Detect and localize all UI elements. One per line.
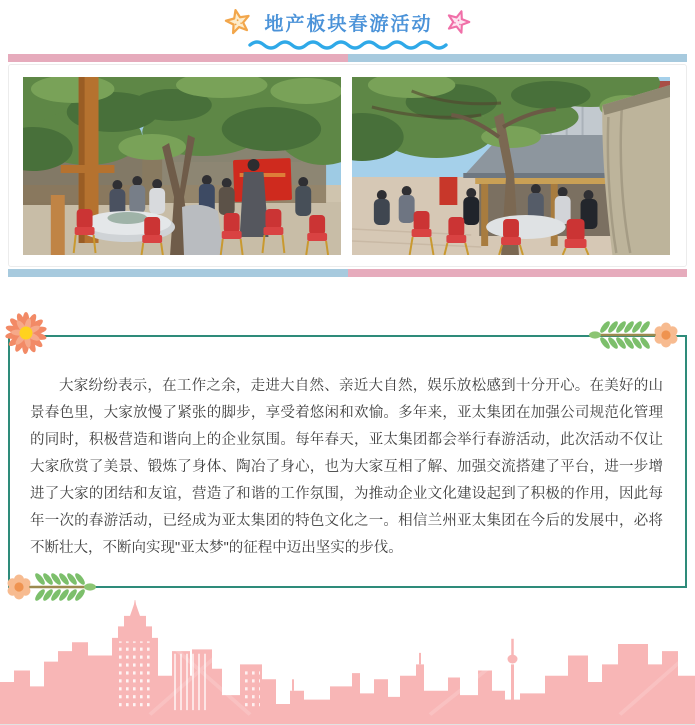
photo-right-illustration — [352, 77, 670, 255]
fern-branch-flower-icon — [6, 568, 96, 606]
photo-gallery-card — [8, 64, 687, 267]
divider-bar-bottom — [8, 269, 687, 277]
article-body-section — [8, 335, 687, 588]
article-paragraph: 大家纷纷表示，在工作之余，走进大自然、亲近大自然，娱乐放松感到十分开心。在美好的山景春色里，大家放慢了紧张的脚步，享受着悠闲和欢愉。多年来，亚太集团在加强公司规范化管理的同时，积极营造和谐向上的企业氛围。每年春天，亚太集团都会举行春游活动，此次活动不仅让大家欣赏了美景、锻炼了身体、陶冶了身心，也为大家互相了解、加强交流搭建了平台，进一步增进了大家的团结和友谊，营造了和谐的工作氛围，为推动企业文化建设起到了积极的作用，因此每年一次的春游活动，已经成为亚太集团的特色文化之一。相信兰州亚太集团在今后的发展中，必将不断壮大，不断向实现"亚太梦"的征程中迈出坚实的步伐。 — [30, 378, 663, 556]
divider-top-blue-segment — [348, 54, 688, 62]
daisy-flower-icon — [4, 311, 48, 355]
photo-left-illustration — [23, 77, 341, 255]
city-skyline-graphic — [0, 600, 695, 725]
starfish-pink-icon — [445, 9, 471, 35]
starfish-orange-icon — [224, 8, 252, 36]
article-header — [0, 0, 695, 50]
divider-bottom-pink-segment — [348, 269, 688, 277]
title-row — [0, 6, 695, 38]
photo-spring-outing-right — [352, 77, 670, 255]
divider-bar-top — [8, 54, 687, 62]
photo-spring-outing-left — [23, 77, 341, 255]
fern-branch-flower-icon — [589, 316, 679, 354]
page-title: 地产板块春游活动 — [264, 13, 433, 35]
title-underline-wave — [248, 38, 448, 50]
article-text-box — [8, 335, 687, 588]
divider-bottom-blue-segment — [8, 269, 348, 277]
divider-top-pink-segment — [8, 54, 348, 62]
